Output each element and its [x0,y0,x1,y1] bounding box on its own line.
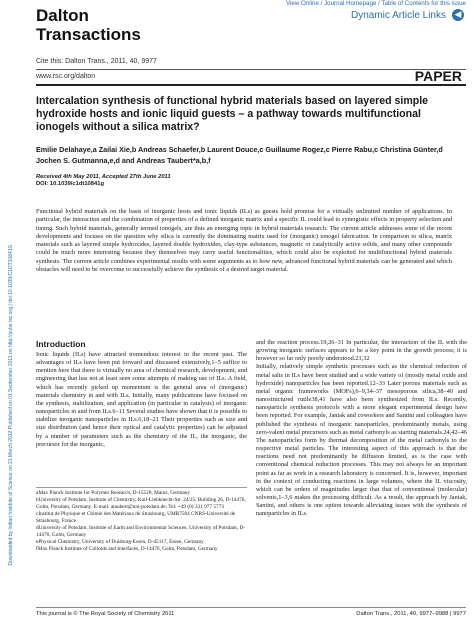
affiliations: aMax Planck Institute for Polymer Research, D-15528, Mainz, Germany bUniversity of Potsdam, Institute of Chemistry, Karl-Liebknecht-Str. 24/25, Building 26, D-14476, Golm, Potsdam, Germany. E-mail: ataubert@uni-potsdam.de; Tel: +49 (0) 331 977 5773 cInstitut de Physique et Chimie des Matériaux de Strasbourg, UMR7504 CNRS-Université de Strasbourg, France dUniversity of Potsdam, Institute of Earth and Environmental Sciences, University of Potsdam, D-14476, Golm, Germany ePhysical Chemistry, University of Duisburg-Essen, D-45117, Essen, Germany fMax Planck Institute of Colloids and Interfaces, D-14476, Golm, Potsdam, Germany [36,490,246,553]
paper-type: PAPER [414,68,462,84]
body-column-right: and the reaction process.19,26–31 In particular, the interaction of the IL with the growing inorganic surfaces appears to be a key point in the growth process; it is however so far only poorly understood.21,32 Initially, relatively simple synthetic processes such as the chemical reduction of metal salts in ILs have been studied and a wide variety of (mostly metal oxide and hydroxide) nanoparticles has been reported.12–33 Later porous materials such as metal organic frameworks (MOFs),6–9,34–37 mesoporous silica,38–40 and nanostructured rutile38,41 have also been synthesized from ILs. Recently, nanoparticle synthesis protocols with a more elegant experimental design have been reported. For example, Janiak and coworkers and Santini and colleagues have published the synthesis of inorganic nanoparticles, predominantly metals, using zero-valent metal precursors such as metal carbonyls as starting materials.24,42–46 The nanoparticles form by thermal decomposition of the metal carbonyls to the respective metal particles. The interesting aspect of this approach is that the reactions need not predominantly be diffusion limited, as is the case with conventional chemical reduction processes. This may not always be an important point as far as work in a research laboratory is concerned. It is, however, important in the context of conducting reactions in large volumes, where the IL viscosity, which can be orders of magnitudes larger that that of conventional (molecular) solvents,1–3,6 makes the processing difficult. As a result, the approach by Janiak, Santini, and others is one option towards alleviating issues with the synthesis of nanoparticles in ILs. [256,339,467,518]
body-column-left: Ionic liquids (ILs) have attracted tremendous interest in the recent past. The advantages of ILs have been put forward and discussed extensively,1–5 suffice to mention here that there is virtually no area of chemical research, development, and engineering that has not at least seen some attempts of making use of ILs. A field, which has recently picked up momentum is the general area of (inorganic) materials chemistry in and with ILs. Initially, many publications have focused on the synthesis, stabilization, and application (in particular in catalysis) of inorganic nanoparticles in and from ILs.6–11 Several studies have shown that it is possible to stabilize inorganic nanoparticles in ILs.6,18–21 Their properties such as size and size distribution (and hence their optical and catalytic properties) can be adjusted by a number of parameters such as the chemistry of the IL, the inorganic, the precursor for the inorganic, [36,351,247,448]
top-links[interactable]: View Online / Journal Homepage / Table of Contents for this issue [286,0,466,7]
article-authors: Emilie Delahaye,a Zailai Xie,b Andreas Schaefer,b Laurent Douce,c Guillaume Rogez,c Pierre Rabu,c Christina Günter,d Jochen S. Gutmanna,e,d and Andreas Taubert*a,b,f [36,145,443,165]
download-sidebar [0,240,16,570]
dynamic-links-icon[interactable]: ◀ [452,9,464,21]
journal-name [36,6,141,44]
header-rule-bottom [36,84,466,86]
abstract: Functional hybrid materials on the basis of inorganic hosts and ionic liquids (ILs) as guests hold promise for a virtually unlimited number of applications. In particular, the interaction and the combination of properties of a defined inorganic matrix and a specific IL could lead to synergistic effects in property selection and tuning. Such hybrid materials, generally termed ionogels, are thus an emerging topic in hybrid materials research. The current article addresses some of the recent developments and focuses on the question why silica is currently the dominating matrix used for (inorganic) ionogel fabrication. In comparison to silica, matrix materials such as layered simple hydroxides, layered double hydroxides, clay-type substances, magnetic or catalytically active solids, and many other compounds could be much more interesting because they themselves may carry useful functionalities, which could also be exploited for multifunctional hybrid materials synthesis. The current article combines experimental results with some arguments as to how new, advanced functional hybrid materials can be generated and which obstacles will need to be overcome to successfully achieve the synthesis of a desired target material. [36,208,452,274]
article-title: Intercalation synthesis of functional hybrid materials based on layered simple hydroxide hosts and ionic liquid guests – a pathway towards multifunctional ionogels without a silica matrix? [36,95,429,133]
cite-line: Cite this: Dalton Trans., 2011, 40, 9977 [36,58,157,65]
article-doi[interactable]: DOI: 10.1039/c1dt10841g [36,181,104,187]
footer-copyright: This journal is © The Royal Society of Chemistry 2011 [36,611,175,617]
dynamic-article-links[interactable]: Dynamic Article Links [350,10,446,21]
journal-url[interactable]: www.rsc.org/dalton [36,73,96,80]
affiliation-rule [36,487,247,488]
intro-heading: Introduction [36,339,86,349]
footer-citation: Dalton Trans., 2011, 40, 9977–9988 | 9977 [356,611,466,617]
received-dates: Received 4th May 2011, Accepted 27th June 2011 [36,174,171,180]
journal-name-line1: Dalton [36,6,89,25]
download-note: Downloaded by Indian Institute of Science on 21 March 2012 Published on 01 September 2011 on http://pubs.rsc.org | doi:10.1039/C1DT10841G [8,244,14,566]
header-rule-top [36,69,466,70]
journal-name-line2: Transactions [36,25,141,44]
footer-rule [36,607,466,608]
